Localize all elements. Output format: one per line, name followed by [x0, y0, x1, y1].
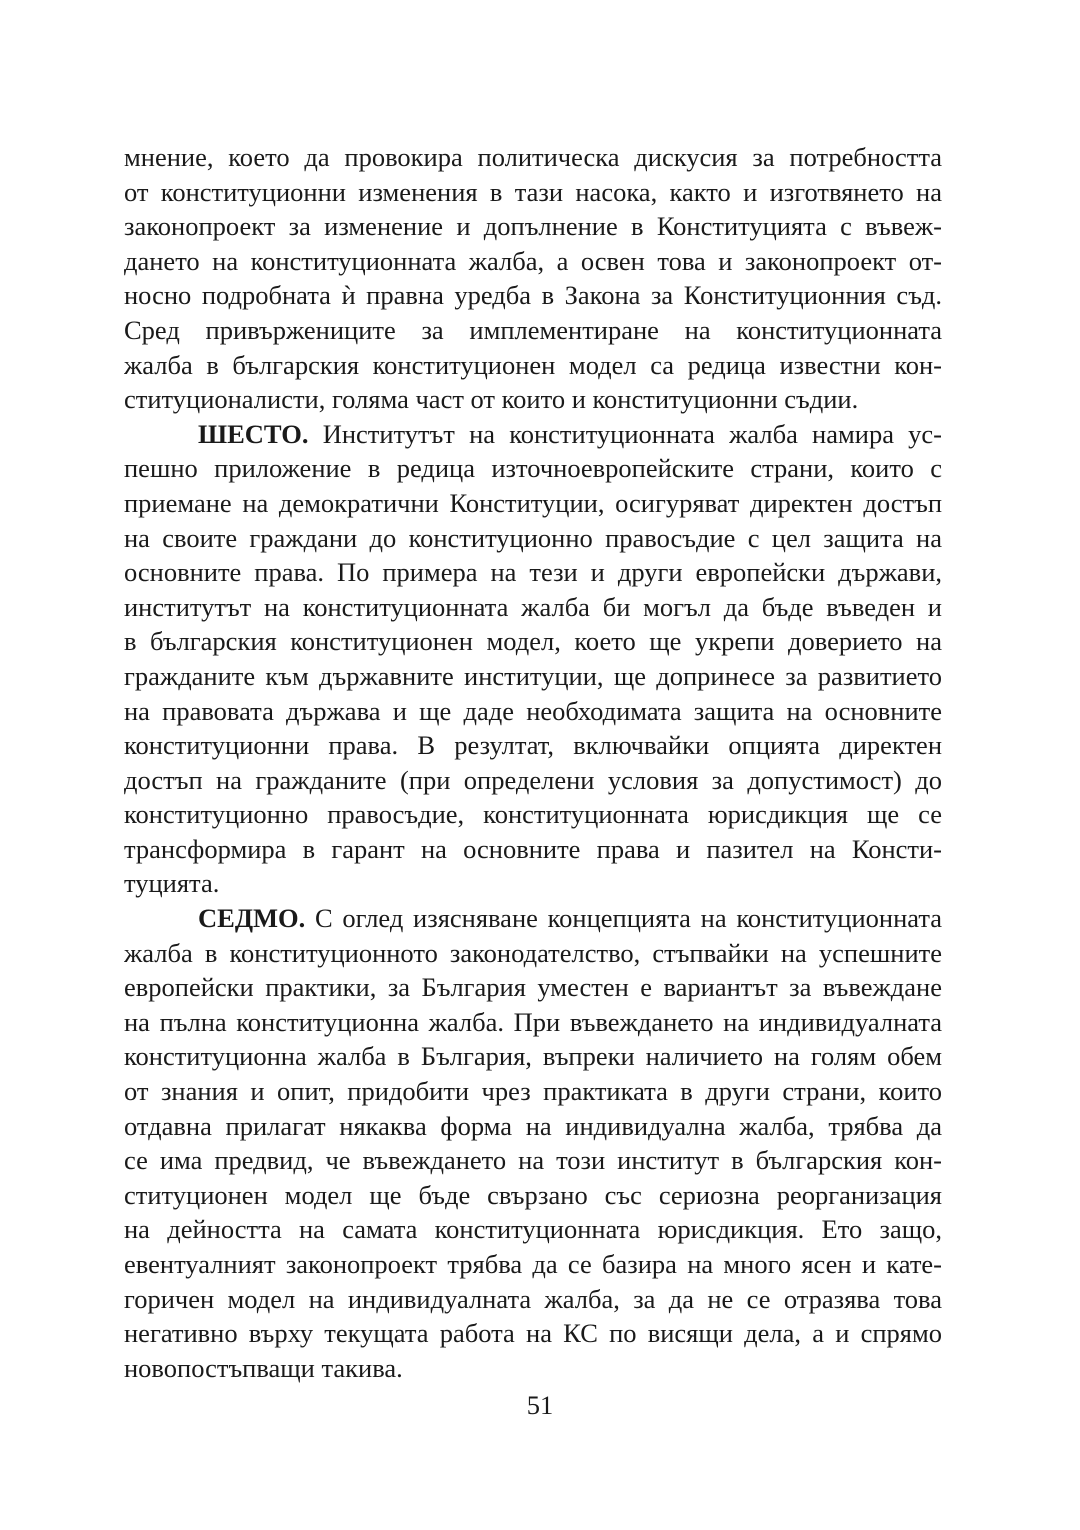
text-line: горичен модел на индивидуалната жалба, за да не се отразява това [124, 1283, 942, 1314]
text-line: на своите граждани до конституционно правосъдие с цел защита на [124, 522, 942, 553]
text-line-fragment: С оглед изясняване концепцията на конституционната [315, 903, 942, 934]
text-line: туцията. [124, 868, 220, 899]
text-line: ституционен модел ще бъде свързано със сериозна реорганизация [124, 1179, 942, 1210]
text-line: конституционна жалба в България, въпреки наличието на голям обем [124, 1041, 942, 1072]
text-line: пешно приложение в редица източноевропейските страни, които с [124, 453, 942, 484]
text-line: се има предвид, че въвеждането на този институт в българския кон- [124, 1145, 942, 1176]
text-line: достъп на гражданите (при определени условия за допустимост) до [124, 764, 942, 795]
text-line: отдавна прилагат някаква форма на индивидуална жалба, трябва да [124, 1110, 942, 1141]
text-line: на дейността на самата конституционната юрисдикция. Ето защо, [124, 1214, 942, 1245]
text-line: от конституционни изменения в тази насока, както и изготвянето на [124, 176, 942, 207]
text-line: жалба в конституционното законодателство, стъпвайки на успешните [124, 937, 942, 968]
text-line: новопостъпващи такива. [124, 1352, 403, 1383]
text-line: евентуалният законопроект трябва да се базира на много ясен и кате- [124, 1249, 942, 1279]
text-line: носно подробната ѝ правна уредба в Закона за Конституционния съд. [124, 280, 942, 311]
text-line: на правовата държава и ще даде необходимата защита на основните [124, 695, 942, 726]
text-line: приемане на демократични Конституции, осигуряват директен достъп [124, 487, 942, 518]
text-line-fragment: Институтът на конституционната жалба намира ус- [322, 418, 942, 449]
paragraph-heading-seventh: СЕДМО. [198, 903, 306, 934]
text-line: негативно върху текущата работа на КС по висящи дела, а и спрямо [124, 1318, 942, 1349]
text-line: конституционно правосъдие, конституционната юрисдикция ще се [124, 799, 942, 830]
text-line: дането на конституционната жалба, а освен това и законопроект от- [124, 245, 942, 276]
text-line: в българския конституционен модел, което ще укрепи доверието на [124, 626, 942, 657]
text-line: жалба в българския конституционен модел са редица известни кон- [124, 349, 942, 380]
text-line: на пълна конституционна жалба. При въвеждането на индивидуалната [124, 1006, 942, 1037]
text-line: институтът на конституционната жалба би могъл да бъде въведен и [124, 591, 942, 622]
body-text [124, 140, 942, 1385]
text-line: Сред привържениците за имплементиране на конституционната [124, 314, 942, 345]
text-line: мнение, което да провокира политическа дискусия за потребността [124, 142, 942, 172]
text-line: европейски практики, за България уместен е вариантът за въвеждане [124, 972, 942, 1003]
text-line: трансформира в гарант на основните права и пазител на Консти- [124, 833, 942, 864]
text-line: законопроект за изменение и допълнение в Конституцията с въвеж- [124, 211, 942, 242]
text-line: ституционалисти, голяма част от които и конституционни съдии. [124, 384, 859, 415]
paragraph-first-line [124, 901, 942, 936]
paragraph-first-line [124, 417, 942, 452]
text-line: от знания и опит, придобити чрез практиката в други страни, които [124, 1076, 942, 1107]
paragraph-heading-sixth: ШЕСТО. [198, 418, 309, 449]
page-number: 51 [526, 1390, 554, 1420]
text-line: конституционни права. В резултат, включвайки опцията директен [124, 730, 942, 761]
text-line: гражданите към държавните институции, ще допринесе за развитието [124, 660, 942, 691]
text-line: основните права. По примера на тези и други европейски държави, [124, 557, 942, 588]
